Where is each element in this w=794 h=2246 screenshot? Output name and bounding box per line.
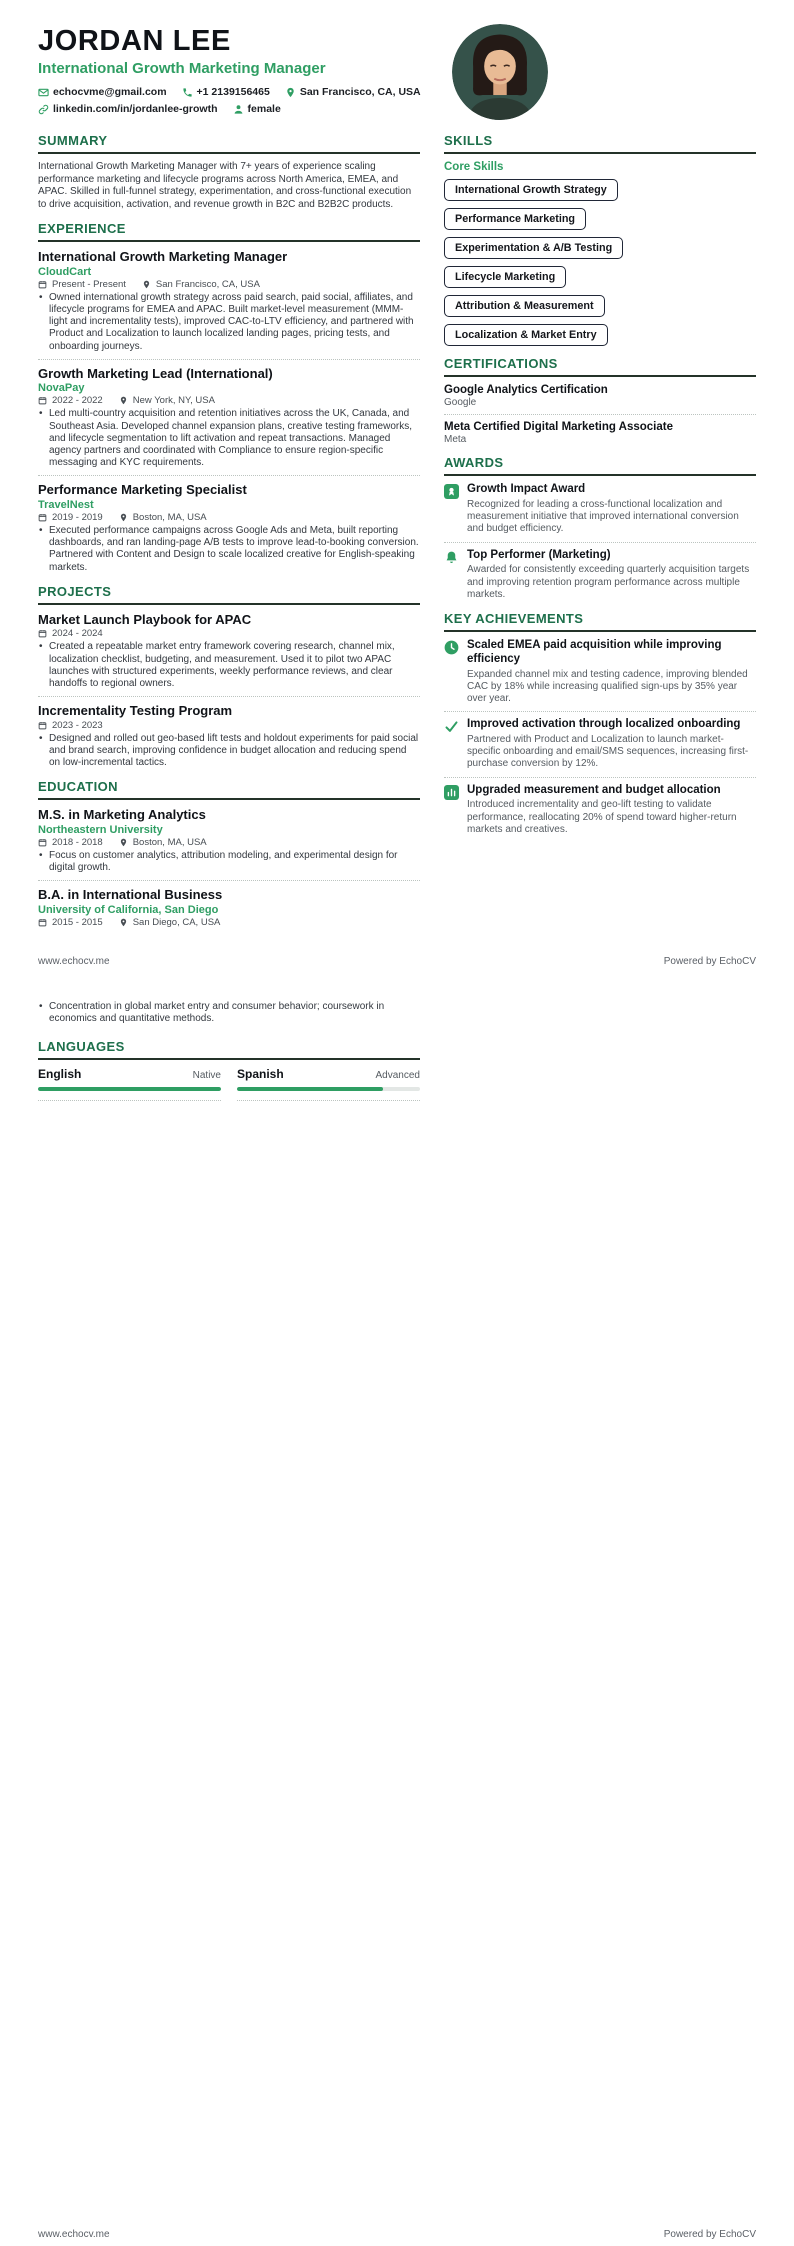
language-progress-fill <box>38 1087 221 1091</box>
contact-phone[interactable] <box>182 86 270 98</box>
footer-branding: Powered by EchoCV <box>663 2229 756 2240</box>
award-item <box>444 549 756 601</box>
experience-item <box>38 249 420 353</box>
contact-linkedin-text: linkedin.com/in/jordanlee-growth <box>53 103 218 116</box>
achievement-title: Scaled EMEA paid acquisition while improving efficiency <box>467 639 722 665</box>
achievement-description: Partnered with Product and Localization to launch market-specific onboarding and email/SMS sequences, increasing first-purchase conversion by 12%. <box>467 733 749 770</box>
experience-section <box>38 221 420 573</box>
medal-icon <box>444 484 459 499</box>
company-name: TravelNest <box>38 498 94 511</box>
education-item <box>38 807 420 874</box>
skills-group-label: Core Skills <box>444 161 504 174</box>
projects-section <box>38 584 420 770</box>
award-item <box>444 483 756 535</box>
calendar-icon <box>38 721 47 730</box>
skills-section <box>444 133 756 346</box>
education-meta <box>38 917 420 928</box>
award-description: Recognized for leading a cross-functional localization and measurement initiative that improved international conversion and budget efficiency. <box>467 499 739 535</box>
bullet-item: • Executed performance campaigns across Google Ads and Meta, built reporting dashboards, and ran landing-page A/B tests to improve lead-to-booking conversion. Partnered with Content and Design to scale localized creative for English-speaking markets. <box>49 525 420 574</box>
language-level: Advanced <box>375 1070 420 1082</box>
divider <box>38 696 420 697</box>
page2-content <box>0 1001 458 1101</box>
contact-row <box>38 86 443 115</box>
education-meta <box>38 837 420 848</box>
content-columns <box>0 127 794 937</box>
location-pin-icon <box>119 513 128 522</box>
education-heading: EDUCATION <box>38 779 420 800</box>
education-location: Boston, MA, USA <box>132 836 207 848</box>
job-dates: Present - Present <box>52 278 126 290</box>
contact-location <box>285 86 421 98</box>
certification-name: Meta Certified Digital Marketing Associate <box>444 421 673 434</box>
school-name: University of California, San Diego <box>38 903 219 916</box>
language-item <box>38 1067 221 1101</box>
bullet-item: • Focus on customer analytics, attribution modeling, and experimental design for digital growth. <box>49 850 420 874</box>
skill-pill-list <box>444 179 756 346</box>
divider <box>444 711 756 712</box>
location-icon <box>285 87 296 98</box>
skill-pill: Performance Marketing <box>444 208 586 230</box>
achievement-title: Upgraded measurement and budget allocation <box>467 783 721 796</box>
award-title: Top Performer (Marketing) <box>467 548 611 561</box>
certifications-heading: CERTIFICATIONS <box>444 356 756 377</box>
project-meta <box>38 720 420 731</box>
project-dates: 2024 - 2024 <box>52 628 103 640</box>
chart-icon <box>444 785 459 800</box>
job-meta <box>38 512 420 523</box>
school-name: Northeastern University <box>38 823 163 836</box>
contact-email[interactable] <box>38 86 167 98</box>
bell-icon <box>444 550 459 565</box>
link-icon <box>38 104 49 115</box>
avatar <box>452 24 548 120</box>
key-achievements-heading: KEY ACHIEVEMENTS <box>444 611 756 632</box>
job-position-title: International Growth Marketing Manager <box>38 249 288 265</box>
project-title: Incrementality Testing Program <box>38 703 233 719</box>
certification-item <box>444 384 756 408</box>
email-icon <box>38 87 49 98</box>
language-level: Native <box>192 1070 221 1082</box>
company-name: NovaPay <box>38 382 85 395</box>
contact-linkedin[interactable] <box>38 103 218 115</box>
skill-pill: Attribution & Measurement <box>444 295 605 317</box>
divider <box>38 359 420 360</box>
project-title: Market Launch Playbook for APAC <box>38 611 252 627</box>
achievement-item <box>444 718 756 770</box>
summary-section <box>38 133 420 211</box>
language-progress-bar <box>38 1087 221 1091</box>
language-item <box>237 1067 420 1101</box>
location-pin-icon <box>142 280 151 289</box>
certification-issuer: Google <box>444 397 477 409</box>
experience-item <box>38 366 420 470</box>
person-name: JORDAN LEE <box>38 25 231 57</box>
education-location: San Diego, CA, USA <box>132 916 221 928</box>
education-section <box>38 779 420 928</box>
job-dates: 2019 - 2019 <box>52 511 103 523</box>
skill-pill: International Growth Strategy <box>444 179 618 201</box>
divider <box>38 475 420 476</box>
job-location: San Francisco, CA, USA <box>155 278 260 290</box>
calendar-icon <box>38 629 47 638</box>
award-description: Awarded for consistently exceeding quarterly acquisition targets and improving retention program performance across multiple markets. <box>467 564 750 600</box>
job-location: New York, NY, USA <box>132 395 215 407</box>
summary-text: International Growth Marketing Manager with 7+ years of experience scaling performance marketing and lifecycle programs across North America, EMEA, and APAC. Skilled in full-funnel strategy, experimentation, and cross-functional execution to drive acquisition, activation, and revenue growth in B2C and B2B2C products. <box>38 161 412 210</box>
page1-footer <box>0 956 794 967</box>
awards-heading: AWARDS <box>444 455 756 476</box>
achievement-item <box>444 784 756 836</box>
project-item <box>38 703 420 769</box>
languages-section <box>38 1039 420 1101</box>
phone-icon <box>182 87 193 98</box>
project-meta <box>38 628 420 639</box>
divider <box>444 542 756 543</box>
contact-location-text: San Francisco, CA, USA <box>299 86 421 99</box>
bullet-item: • Owned international growth strategy across paid search, paid social, affiliates, and lifecycle programs for EMEA and APAC. Built market-level measurement (MMM-light and incrementality tests), improved CAC-to-LTV efficiency, and partnered with Product and Localization to launch localized landing pages, pricing tests, and onboarding journeys. <box>49 292 420 353</box>
calendar-icon <box>38 838 47 847</box>
language-list <box>38 1067 420 1101</box>
header <box>0 0 794 127</box>
job-location: Boston, MA, USA <box>132 511 207 523</box>
summary-heading: SUMMARY <box>38 133 420 154</box>
contact-phone-text: +1 2139156465 <box>196 86 270 99</box>
achievement-description: Introduced incrementality and geo-lift testing to validate performance, reallocating 20% of spend toward higher-return markets and creatives. <box>467 799 737 835</box>
divider <box>444 414 756 415</box>
education-item <box>38 887 420 928</box>
languages-heading: LANGUAGES <box>38 1039 420 1060</box>
degree-title: B.A. in International Business <box>38 887 223 903</box>
language-progress-fill <box>237 1087 383 1091</box>
award-title: Growth Impact Award <box>467 483 586 496</box>
education-overflow <box>38 1001 420 1025</box>
education-dates: 2015 - 2015 <box>52 916 103 928</box>
bullet-item: • Led multi-country acquisition and retention initiatives across the UK, Canada, and Southeast Asia. Developed channel expansion plans, creative testing frameworks, and lifecycle segmentation to lift activation and repeat transactions. Managed agency partners and coordinated with Compliance to ensure region-specific messaging and KYC requirements. <box>49 408 420 469</box>
certification-item <box>444 421 756 445</box>
achievement-item <box>444 639 756 705</box>
skill-pill: Lifecycle Marketing <box>444 266 566 288</box>
job-meta <box>38 279 420 290</box>
left-column <box>38 133 420 937</box>
projects-heading: PROJECTS <box>38 584 420 605</box>
location-pin-icon <box>119 396 128 405</box>
calendar-icon <box>38 280 47 289</box>
calendar-icon <box>38 513 47 522</box>
education-dates: 2018 - 2018 <box>52 836 103 848</box>
divider <box>38 880 420 881</box>
right-column <box>444 133 756 846</box>
degree-title: M.S. in Marketing Analytics <box>38 807 206 823</box>
project-dates: 2023 - 2023 <box>52 719 103 731</box>
job-position-title: Growth Marketing Lead (International) <box>38 365 273 381</box>
job-dates: 2022 - 2022 <box>52 395 103 407</box>
contact-email-text: echocvme@gmail.com <box>53 86 167 99</box>
experience-heading: EXPERIENCE <box>38 221 420 242</box>
bullet-item: • Concentration in global market entry and consumer behavior; coursework in economics and quantitative methods. <box>49 1001 420 1025</box>
location-pin-icon <box>119 838 128 847</box>
footer-branding: Powered by EchoCV <box>663 955 756 967</box>
language-progress-bar <box>237 1087 420 1091</box>
language-name: English <box>38 1067 82 1082</box>
bullet-item: • Created a repeatable market entry framework covering research, channel mix, localization checklist, budgeting, and measurement. Used it to pilot two APAC launches with structured experiments, weekly performance reviews, and clear handoffs to regional owners. <box>49 641 420 690</box>
footer-url[interactable]: www.echocv.me <box>38 955 110 967</box>
skill-pill: Experimentation & A/B Testing <box>444 237 623 259</box>
job-meta <box>38 395 420 406</box>
key-achievements-section <box>444 611 756 836</box>
person-job-title: International Growth Marketing Manager <box>38 60 326 78</box>
calendar-icon <box>38 918 47 927</box>
skill-pill: Localization & Market Entry <box>444 324 608 346</box>
experience-item <box>38 482 420 573</box>
calendar-icon <box>38 396 47 405</box>
footer-url[interactable]: www.echocv.me <box>38 2229 110 2240</box>
certifications-section <box>444 356 756 445</box>
certification-issuer: Meta <box>444 434 467 446</box>
location-pin-icon <box>119 918 128 927</box>
contact-gender <box>233 103 281 115</box>
project-item <box>38 612 420 690</box>
check-icon <box>444 719 459 734</box>
company-name: CloudCart <box>38 265 92 278</box>
divider <box>444 777 756 778</box>
job-position-title: Performance Marketing Specialist <box>38 482 247 498</box>
awards-section <box>444 455 756 601</box>
certification-name: Google Analytics Certification <box>444 384 608 397</box>
page2-footer <box>0 2229 794 2240</box>
achievement-title: Improved activation through localized onboarding <box>467 718 741 731</box>
clock-icon <box>444 640 459 655</box>
language-name: Spanish <box>237 1067 284 1082</box>
bullet-item: • Designed and rolled out geo-based lift tests and holdout experiments for paid social and brand search, improving confidence in budget allocation and reducing spend on low-incremental tactics. <box>49 733 420 770</box>
contact-gender-text: female <box>247 103 281 116</box>
achievement-description: Expanded channel mix and testing cadence, improving blended CAC by 18% while increasing qualified sign-ups by 35% year over year. <box>467 668 748 704</box>
skills-heading: SKILLS <box>444 133 756 154</box>
avatar-photo <box>452 24 548 120</box>
person-icon <box>233 104 244 115</box>
